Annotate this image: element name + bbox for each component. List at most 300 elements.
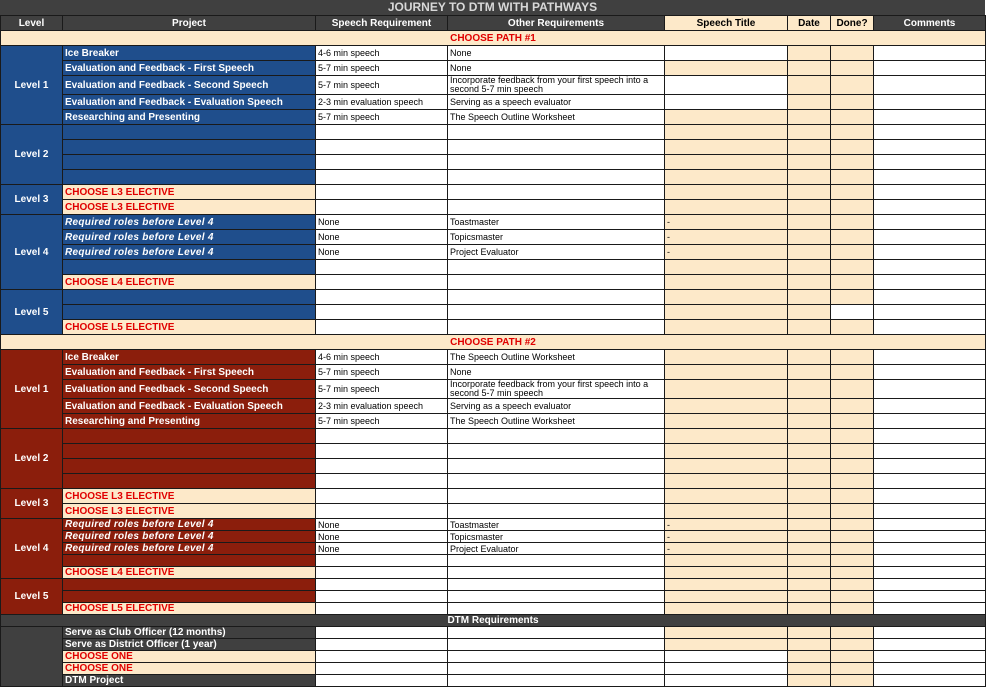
project-cell[interactable]: [63, 591, 316, 603]
speech-cell[interactable]: [316, 459, 448, 474]
done-cell[interactable]: [831, 215, 874, 230]
other-cell[interactable]: [448, 555, 665, 567]
done-cell[interactable]: [831, 639, 874, 651]
other-cell[interactable]: [448, 591, 665, 603]
done-cell[interactable]: [831, 290, 874, 305]
comments-cell[interactable]: [874, 350, 986, 365]
title-cell[interactable]: [665, 305, 788, 320]
project-cell[interactable]: Ice Breaker: [63, 350, 316, 365]
speech-cell[interactable]: [316, 429, 448, 444]
comments-cell[interactable]: [874, 230, 986, 245]
other-cell[interactable]: None: [448, 46, 665, 61]
other-cell[interactable]: Serving as a speech evaluator: [448, 95, 665, 110]
dtm-project-cell[interactable]: DTM Project: [63, 675, 316, 687]
other-cell[interactable]: The Speech Outline Worksheet: [448, 110, 665, 125]
title-cell[interactable]: [665, 651, 788, 663]
title-cell[interactable]: [665, 110, 788, 125]
title-cell[interactable]: [665, 61, 788, 76]
project-cell[interactable]: [63, 579, 316, 591]
date-cell[interactable]: [788, 365, 831, 380]
speech-cell[interactable]: [316, 260, 448, 275]
comments-cell[interactable]: [874, 200, 986, 215]
date-cell[interactable]: [788, 260, 831, 275]
done-cell[interactable]: [831, 429, 874, 444]
date-cell[interactable]: [788, 555, 831, 567]
date-cell[interactable]: [788, 627, 831, 639]
speech-cell[interactable]: None: [316, 230, 448, 245]
done-cell[interactable]: [831, 663, 874, 675]
done-cell[interactable]: [831, 320, 874, 335]
title-cell[interactable]: [665, 459, 788, 474]
title-cell[interactable]: [665, 663, 788, 675]
title-cell[interactable]: -: [665, 543, 788, 555]
title-cell[interactable]: [665, 414, 788, 429]
done-cell[interactable]: [831, 399, 874, 414]
required-role-cell[interactable]: Required roles before Level 4: [63, 245, 316, 260]
speech-cell[interactable]: [316, 675, 448, 687]
comments-cell[interactable]: [874, 504, 986, 519]
done-cell[interactable]: [831, 365, 874, 380]
comments-cell[interactable]: [874, 675, 986, 687]
title-cell[interactable]: [665, 140, 788, 155]
other-cell[interactable]: [448, 140, 665, 155]
comments-cell[interactable]: [874, 414, 986, 429]
date-cell[interactable]: [788, 245, 831, 260]
col-done[interactable]: Done?: [831, 16, 874, 31]
l5-elective-select[interactable]: CHOOSE L5 ELECTIVE: [63, 320, 316, 335]
speech-cell[interactable]: [316, 651, 448, 663]
done-cell[interactable]: [831, 155, 874, 170]
col-date[interactable]: Date: [788, 16, 831, 31]
date-cell[interactable]: [788, 95, 831, 110]
title-cell[interactable]: [665, 275, 788, 290]
done-cell[interactable]: [831, 474, 874, 489]
speech-cell[interactable]: [316, 185, 448, 200]
title-cell[interactable]: [665, 567, 788, 579]
project-cell[interactable]: [63, 260, 316, 275]
speech-cell[interactable]: None: [316, 543, 448, 555]
speech-cell[interactable]: [316, 627, 448, 639]
path1-header[interactable]: CHOOSE PATH #1: [1, 31, 986, 46]
district-officer-cell[interactable]: Serve as District Officer (1 year): [63, 639, 316, 651]
other-cell[interactable]: Toastmaster: [448, 519, 665, 531]
date-cell[interactable]: [788, 567, 831, 579]
date-cell[interactable]: [788, 61, 831, 76]
other-cell[interactable]: [448, 305, 665, 320]
speech-cell[interactable]: [316, 504, 448, 519]
project-cell[interactable]: [63, 429, 316, 444]
speech-cell[interactable]: 5-7 min speech: [316, 76, 448, 95]
done-cell[interactable]: [831, 555, 874, 567]
comments-cell[interactable]: [874, 663, 986, 675]
done-cell[interactable]: [831, 125, 874, 140]
other-cell[interactable]: [448, 474, 665, 489]
done-cell[interactable]: [831, 76, 874, 95]
title-cell[interactable]: [665, 155, 788, 170]
other-cell[interactable]: [448, 185, 665, 200]
date-cell[interactable]: [788, 200, 831, 215]
speech-cell[interactable]: 5-7 min speech: [316, 61, 448, 76]
comments-cell[interactable]: [874, 46, 986, 61]
done-cell[interactable]: [831, 567, 874, 579]
comments-cell[interactable]: [874, 215, 986, 230]
comments-cell[interactable]: [874, 444, 986, 459]
comments-cell[interactable]: [874, 305, 986, 320]
speech-cell[interactable]: None: [316, 245, 448, 260]
comments-cell[interactable]: [874, 76, 986, 95]
club-officer-cell[interactable]: Serve as Club Officer (12 months): [63, 627, 316, 639]
date-cell[interactable]: [788, 290, 831, 305]
title-cell[interactable]: [665, 591, 788, 603]
speech-cell[interactable]: [316, 140, 448, 155]
date-cell[interactable]: [788, 519, 831, 531]
done-cell[interactable]: [831, 305, 874, 320]
date-cell[interactable]: [788, 110, 831, 125]
done-cell[interactable]: [831, 543, 874, 555]
other-cell[interactable]: Topicsmaster: [448, 531, 665, 543]
speech-cell[interactable]: 4-6 min speech: [316, 46, 448, 61]
done-cell[interactable]: [831, 275, 874, 290]
l3-elective-select[interactable]: CHOOSE L3 ELECTIVE: [63, 504, 316, 519]
project-cell[interactable]: [63, 155, 316, 170]
l3-elective-select[interactable]: CHOOSE L3 ELECTIVE: [63, 185, 316, 200]
comments-cell[interactable]: [874, 245, 986, 260]
col-other-requirements[interactable]: Other Requirements: [448, 16, 665, 31]
other-cell[interactable]: [448, 320, 665, 335]
speech-cell[interactable]: 5-7 min speech: [316, 365, 448, 380]
required-role-cell[interactable]: Required roles before Level 4: [63, 531, 316, 543]
date-cell[interactable]: [788, 275, 831, 290]
comments-cell[interactable]: [874, 567, 986, 579]
speech-cell[interactable]: None: [316, 519, 448, 531]
other-cell[interactable]: [448, 651, 665, 663]
speech-cell[interactable]: [316, 320, 448, 335]
title-cell[interactable]: [665, 603, 788, 615]
other-cell[interactable]: [448, 675, 665, 687]
done-cell[interactable]: [831, 651, 874, 663]
date-cell[interactable]: [788, 414, 831, 429]
title-cell[interactable]: [665, 474, 788, 489]
date-cell[interactable]: [788, 639, 831, 651]
project-cell[interactable]: [63, 170, 316, 185]
done-cell[interactable]: [831, 380, 874, 399]
comments-cell[interactable]: [874, 429, 986, 444]
done-cell[interactable]: [831, 489, 874, 504]
speech-cell[interactable]: [316, 170, 448, 185]
comments-cell[interactable]: [874, 474, 986, 489]
date-cell[interactable]: [788, 155, 831, 170]
title-cell[interactable]: -: [665, 215, 788, 230]
project-cell[interactable]: Ice Breaker: [63, 46, 316, 61]
date-cell[interactable]: [788, 215, 831, 230]
done-cell[interactable]: [831, 46, 874, 61]
date-cell[interactable]: [788, 543, 831, 555]
project-cell[interactable]: Researching and Presenting: [63, 110, 316, 125]
comments-cell[interactable]: [874, 579, 986, 591]
choose-one-select[interactable]: CHOOSE ONE: [63, 663, 316, 675]
project-cell[interactable]: [63, 305, 316, 320]
title-cell[interactable]: [665, 675, 788, 687]
other-cell[interactable]: [448, 275, 665, 290]
date-cell[interactable]: [788, 399, 831, 414]
speech-cell[interactable]: [316, 305, 448, 320]
date-cell[interactable]: [788, 380, 831, 399]
col-comments[interactable]: Comments: [874, 16, 986, 31]
date-cell[interactable]: [788, 603, 831, 615]
other-cell[interactable]: [448, 504, 665, 519]
date-cell[interactable]: [788, 489, 831, 504]
speech-cell[interactable]: None: [316, 215, 448, 230]
other-cell[interactable]: [448, 663, 665, 675]
project-cell[interactable]: Evaluation and Feedback - Second Speech: [63, 380, 316, 399]
comments-cell[interactable]: [874, 61, 986, 76]
project-cell[interactable]: Evaluation and Feedback - Evaluation Speech: [63, 399, 316, 414]
title-cell[interactable]: -: [665, 230, 788, 245]
title-cell[interactable]: [665, 555, 788, 567]
title-cell[interactable]: [665, 429, 788, 444]
speech-cell[interactable]: [316, 155, 448, 170]
title-cell[interactable]: [665, 489, 788, 504]
title-cell[interactable]: [665, 444, 788, 459]
date-cell[interactable]: [788, 185, 831, 200]
done-cell[interactable]: [831, 185, 874, 200]
date-cell[interactable]: [788, 230, 831, 245]
date-cell[interactable]: [788, 76, 831, 95]
comments-cell[interactable]: [874, 399, 986, 414]
speech-cell[interactable]: [316, 125, 448, 140]
comments-cell[interactable]: [874, 365, 986, 380]
title-cell[interactable]: [665, 46, 788, 61]
other-cell[interactable]: [448, 489, 665, 504]
comments-cell[interactable]: [874, 627, 986, 639]
title-cell[interactable]: -: [665, 531, 788, 543]
comments-cell[interactable]: [874, 489, 986, 504]
required-role-cell[interactable]: Required roles before Level 4: [63, 543, 316, 555]
speech-cell[interactable]: 2-3 min evaluation speech: [316, 95, 448, 110]
project-cell[interactable]: Evaluation and Feedback - First Speech: [63, 365, 316, 380]
other-cell[interactable]: None: [448, 365, 665, 380]
l4-elective-select[interactable]: CHOOSE L4 ELECTIVE: [63, 275, 316, 290]
comments-cell[interactable]: [874, 95, 986, 110]
speech-cell[interactable]: 5-7 min speech: [316, 414, 448, 429]
date-cell[interactable]: [788, 125, 831, 140]
comments-cell[interactable]: [874, 519, 986, 531]
speech-cell[interactable]: [316, 639, 448, 651]
other-cell[interactable]: Incorporate feedback from your first speech into a second 5-7 min speech: [448, 76, 665, 95]
comments-cell[interactable]: [874, 140, 986, 155]
l3-elective-select[interactable]: CHOOSE L3 ELECTIVE: [63, 489, 316, 504]
other-cell[interactable]: The Speech Outline Worksheet: [448, 350, 665, 365]
done-cell[interactable]: [831, 519, 874, 531]
comments-cell[interactable]: [874, 125, 986, 140]
other-cell[interactable]: [448, 627, 665, 639]
title-cell[interactable]: [665, 76, 788, 95]
other-cell[interactable]: [448, 290, 665, 305]
date-cell[interactable]: [788, 170, 831, 185]
done-cell[interactable]: [831, 260, 874, 275]
col-level[interactable]: Level: [1, 16, 63, 31]
date-cell[interactable]: [788, 305, 831, 320]
other-cell[interactable]: Topicsmaster: [448, 230, 665, 245]
done-cell[interactable]: [831, 414, 874, 429]
comments-cell[interactable]: [874, 290, 986, 305]
comments-cell[interactable]: [874, 639, 986, 651]
speech-cell[interactable]: [316, 290, 448, 305]
comments-cell[interactable]: [874, 260, 986, 275]
l5-elective-select[interactable]: CHOOSE L5 ELECTIVE: [63, 603, 316, 615]
title-cell[interactable]: [665, 350, 788, 365]
date-cell[interactable]: [788, 591, 831, 603]
other-cell[interactable]: Project Evaluator: [448, 245, 665, 260]
title-cell[interactable]: [665, 200, 788, 215]
done-cell[interactable]: [831, 350, 874, 365]
title-cell[interactable]: [665, 125, 788, 140]
other-cell[interactable]: None: [448, 61, 665, 76]
done-cell[interactable]: [831, 110, 874, 125]
date-cell[interactable]: [788, 46, 831, 61]
done-cell[interactable]: [831, 579, 874, 591]
other-cell[interactable]: [448, 444, 665, 459]
l4-elective-select[interactable]: CHOOSE L4 ELECTIVE: [63, 567, 316, 579]
title-cell[interactable]: [665, 380, 788, 399]
date-cell[interactable]: [788, 350, 831, 365]
done-cell[interactable]: [831, 531, 874, 543]
project-cell[interactable]: [63, 555, 316, 567]
comments-cell[interactable]: [874, 651, 986, 663]
date-cell[interactable]: [788, 651, 831, 663]
other-cell[interactable]: Project Evaluator: [448, 543, 665, 555]
other-cell[interactable]: [448, 639, 665, 651]
required-role-cell[interactable]: Required roles before Level 4: [63, 230, 316, 245]
other-cell[interactable]: [448, 155, 665, 170]
speech-cell[interactable]: 2-3 min evaluation speech: [316, 399, 448, 414]
title-cell[interactable]: [665, 504, 788, 519]
other-cell[interactable]: The Speech Outline Worksheet: [448, 414, 665, 429]
date-cell[interactable]: [788, 459, 831, 474]
title-cell[interactable]: [665, 639, 788, 651]
other-cell[interactable]: [448, 429, 665, 444]
date-cell[interactable]: [788, 663, 831, 675]
date-cell[interactable]: [788, 504, 831, 519]
date-cell[interactable]: [788, 531, 831, 543]
project-cell[interactable]: [63, 459, 316, 474]
other-cell[interactable]: [448, 579, 665, 591]
date-cell[interactable]: [788, 579, 831, 591]
comments-cell[interactable]: [874, 543, 986, 555]
done-cell[interactable]: [831, 675, 874, 687]
speech-cell[interactable]: [316, 591, 448, 603]
date-cell[interactable]: [788, 429, 831, 444]
title-cell[interactable]: [665, 170, 788, 185]
other-cell[interactable]: Toastmaster: [448, 215, 665, 230]
date-cell[interactable]: [788, 320, 831, 335]
other-cell[interactable]: [448, 459, 665, 474]
date-cell[interactable]: [788, 474, 831, 489]
comments-cell[interactable]: [874, 170, 986, 185]
required-role-cell[interactable]: Required roles before Level 4: [63, 215, 316, 230]
date-cell[interactable]: [788, 675, 831, 687]
done-cell[interactable]: [831, 61, 874, 76]
done-cell[interactable]: [831, 170, 874, 185]
done-cell[interactable]: [831, 140, 874, 155]
title-cell[interactable]: [665, 579, 788, 591]
comments-cell[interactable]: [874, 555, 986, 567]
done-cell[interactable]: [831, 459, 874, 474]
comments-cell[interactable]: [874, 591, 986, 603]
done-cell[interactable]: [831, 95, 874, 110]
speech-cell[interactable]: [316, 567, 448, 579]
other-cell[interactable]: [448, 567, 665, 579]
speech-cell[interactable]: [316, 200, 448, 215]
done-cell[interactable]: [831, 603, 874, 615]
other-cell[interactable]: [448, 260, 665, 275]
title-cell[interactable]: [665, 260, 788, 275]
comments-cell[interactable]: [874, 275, 986, 290]
col-project[interactable]: Project: [63, 16, 316, 31]
title-cell[interactable]: [665, 95, 788, 110]
project-cell[interactable]: [63, 474, 316, 489]
comments-cell[interactable]: [874, 185, 986, 200]
comments-cell[interactable]: [874, 380, 986, 399]
done-cell[interactable]: [831, 504, 874, 519]
comments-cell[interactable]: [874, 155, 986, 170]
other-cell[interactable]: Incorporate feedback from your first speech into a second 5-7 min speech: [448, 380, 665, 399]
comments-cell[interactable]: [874, 320, 986, 335]
speech-cell[interactable]: 4-6 min speech: [316, 350, 448, 365]
choose-one-select[interactable]: CHOOSE ONE: [63, 651, 316, 663]
col-speech-requirement[interactable]: Speech Requirement: [316, 16, 448, 31]
project-cell[interactable]: Evaluation and Feedback - Second Speech: [63, 76, 316, 95]
done-cell[interactable]: [831, 444, 874, 459]
title-cell[interactable]: [665, 290, 788, 305]
speech-cell[interactable]: [316, 603, 448, 615]
l3-elective-select[interactable]: CHOOSE L3 ELECTIVE: [63, 200, 316, 215]
done-cell[interactable]: [831, 230, 874, 245]
other-cell[interactable]: Serving as a speech evaluator: [448, 399, 665, 414]
date-cell[interactable]: [788, 140, 831, 155]
title-cell[interactable]: -: [665, 519, 788, 531]
done-cell[interactable]: [831, 245, 874, 260]
title-cell[interactable]: [665, 399, 788, 414]
title-cell[interactable]: [665, 627, 788, 639]
project-cell[interactable]: [63, 125, 316, 140]
speech-cell[interactable]: 5-7 min speech: [316, 380, 448, 399]
speech-cell[interactable]: [316, 555, 448, 567]
project-cell[interactable]: [63, 290, 316, 305]
required-role-cell[interactable]: Required roles before Level 4: [63, 519, 316, 531]
project-cell[interactable]: Researching and Presenting: [63, 414, 316, 429]
comments-cell[interactable]: [874, 110, 986, 125]
project-cell[interactable]: Evaluation and Feedback - First Speech: [63, 61, 316, 76]
comments-cell[interactable]: [874, 459, 986, 474]
done-cell[interactable]: [831, 591, 874, 603]
speech-cell[interactable]: 5-7 min speech: [316, 110, 448, 125]
other-cell[interactable]: [448, 170, 665, 185]
path2-header[interactable]: CHOOSE PATH #2: [1, 335, 986, 350]
done-cell[interactable]: [831, 627, 874, 639]
speech-cell[interactable]: [316, 489, 448, 504]
other-cell[interactable]: [448, 603, 665, 615]
project-cell[interactable]: [63, 140, 316, 155]
comments-cell[interactable]: [874, 531, 986, 543]
project-cell[interactable]: Evaluation and Feedback - Evaluation Speech: [63, 95, 316, 110]
title-cell[interactable]: [665, 320, 788, 335]
speech-cell[interactable]: [316, 474, 448, 489]
speech-cell[interactable]: [316, 444, 448, 459]
project-cell[interactable]: [63, 444, 316, 459]
title-cell[interactable]: -: [665, 245, 788, 260]
speech-cell[interactable]: [316, 275, 448, 290]
